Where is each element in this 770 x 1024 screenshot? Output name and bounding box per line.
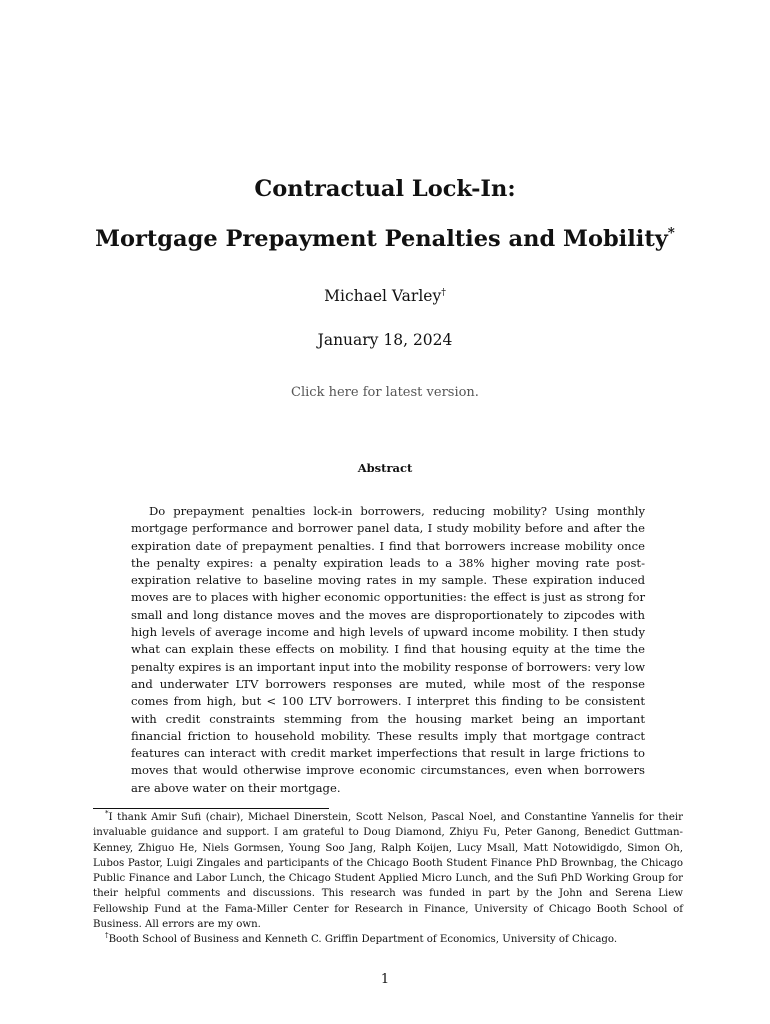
title-footnote-mark[interactable]: * (667, 225, 675, 242)
footnote-text: Booth School of Business and Kenneth C. Griffin Department of Economics, University of Chicago. (108, 934, 618, 946)
footnotes (93, 810, 683, 948)
abstract-text: Do prepayment penalties lock-in borrowers, reducing mobility? Using monthly mortgage performance and borrower panel data, I study mobility before and after the expiration date of prepayment penalties. I find that borrowers increase mobility once the penalty expires: a penalty expiration leads to a 38% higher moving rate post-expiration relative to baseline moving rates in my sample. These expiration induced moves are to places with higher economic opportunities: the effect is just as strong for small and long distance moves and the moves are disproportionately to zipcodes with high levels of average income and high levels of upward income mobility. I then study what can explain these effects on mobility. I find that housing equity at the time the penalty expires is an important input into the mobility response of borrowers: very low and underwater LTV borrowers responses are muted, while most of the response comes from high, but < 100 LTV borrowers. I interpret this finding to be consistent with credit constraints stemming from the housing market being an important financial friction to household mobility. These results imply that mortgage contract features can interact with credit market imperfections that result in large frictions to moves that would otherwise improve economic circumstances, even when borrowers are above water on their mortgage. (131, 504, 645, 795)
abstract-body (131, 503, 645, 797)
paper-title-line-1: Contractual Lock-In: (254, 176, 516, 202)
publication-date: January 18, 2024 (317, 331, 453, 349)
footnote-divider (93, 808, 329, 809)
footnote-text: I thank Amir Sufi (chair), Michael Dinerstein, Scott Nelson, Pascal Noel, and Constantine Yannelis for their invaluable guidance and support. I am grateful to Doug Diamond, Zhiyu Fu, Peter Ganong, Benedict Guttman-Kenney, Zhiguo He, Niels Gormsen, Young Soo Jang, Ralph Koijen, Lucy Msall, Matt Notowidigdo, Simon Oh, Lubos Pastor, Luigi Zingales and participants of the Chicago Booth Student Finance PhD Brownbag, the Chicago Public Finance and Labor Lunch, the Chicago Student Applied Micro Lunch, and the Sufi PhD Working Group for their helpful comments and discussions. This research was funded in part by the John and Serena Liew Fellowship Fund at the Fama-Miller Center for Research in Finance, University of Chicago Booth School of Business. All errors are my own. (93, 812, 683, 931)
paper-title-line-2 (0, 226, 770, 252)
abstract-heading: Abstract (357, 461, 413, 475)
author-line (0, 287, 770, 305)
footnote-mark: * (105, 808, 109, 818)
paper-title-line-2-text: Mortgage Prepayment Penalties and Mobility (95, 226, 668, 252)
footnote-mark: † (105, 930, 109, 940)
author-name: Michael Varley (324, 287, 442, 305)
footnote-affiliation (93, 932, 683, 947)
author-footnote-mark[interactable]: † (441, 286, 446, 298)
footnote-acknowledgements (93, 810, 683, 932)
latest-version-link[interactable]: Click here for latest version. (291, 385, 479, 400)
page-number: 1 (380, 972, 390, 987)
